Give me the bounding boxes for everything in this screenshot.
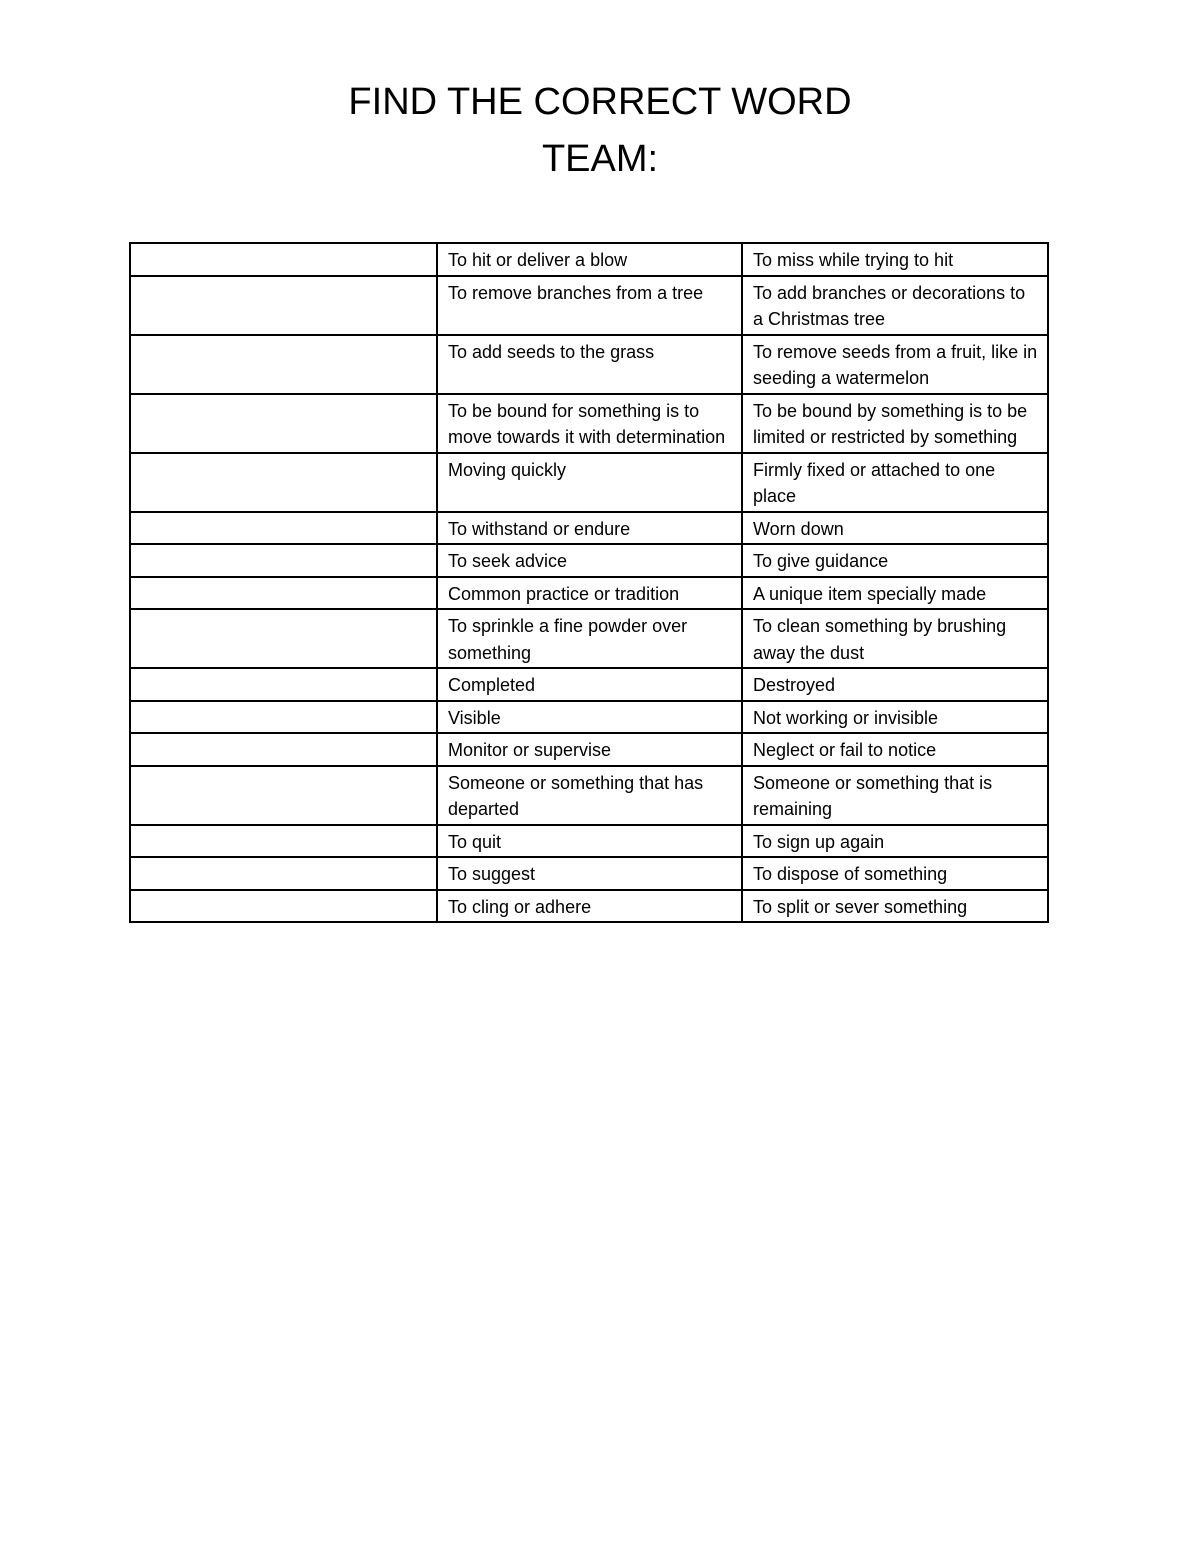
team-label: TEAM: [541,138,659,180]
answer-cell[interactable] [130,701,437,734]
table-row [130,276,1048,335]
definition-cell-1: Completed [437,668,742,701]
table-body [130,243,1048,922]
table-row [130,544,1048,577]
table-row [130,577,1048,610]
answer-cell[interactable] [130,733,437,766]
answer-cell[interactable] [130,544,437,577]
definition-cell-1: To sprinkle a fine powder over something [437,609,742,668]
definition-cell-2: To add branches or decorations to a Christmas tree [742,276,1048,335]
answer-cell[interactable] [130,394,437,453]
definition-cell-1: To add seeds to the grass [437,335,742,394]
definition-cell-2: To dispose of something [742,857,1048,890]
table-row [130,766,1048,825]
definition-cell-2: Someone or something that is remaining [742,766,1048,825]
definition-cell-1: To remove branches from a tree [437,276,742,335]
page-title: FIND THE CORRECT WORD [348,81,852,123]
definition-cell-1: To quit [437,825,742,858]
answer-cell[interactable] [130,243,437,276]
table-row [130,512,1048,545]
definition-cell-1: Common practice or tradition [437,577,742,610]
answer-cell[interactable] [130,825,437,858]
definition-cell-2: To clean something by brushing away the dust [742,609,1048,668]
table-row [130,335,1048,394]
definition-cell-1: Visible [437,701,742,734]
answer-cell[interactable] [130,766,437,825]
definition-cell-2: Firmly fixed or attached to one place [742,453,1048,512]
table-row [130,890,1048,923]
answer-cell[interactable] [130,577,437,610]
table-row [130,609,1048,668]
definition-cell-1: To cling or adhere [437,890,742,923]
definition-cell-2: A unique item specially made [742,577,1048,610]
definition-cell-1: To seek advice [437,544,742,577]
answer-cell[interactable] [130,609,437,668]
definition-cell-1: Someone or something that has departed [437,766,742,825]
definition-cell-1: Monitor or supervise [437,733,742,766]
table-row [130,701,1048,734]
answer-cell[interactable] [130,335,437,394]
definition-cell-2: To give guidance [742,544,1048,577]
definition-cell-2: To sign up again [742,825,1048,858]
definition-cell-2: To be bound by something is to be limited or restricted by something [742,394,1048,453]
definition-cell-2: To miss while trying to hit [742,243,1048,276]
table-row [130,825,1048,858]
definition-cell-2: To split or sever something [742,890,1048,923]
table-row [130,243,1048,276]
answer-cell[interactable] [130,857,437,890]
definition-cell-2: Destroyed [742,668,1048,701]
definition-cell-1: To be bound for something is to move towards it with determination [437,394,742,453]
answer-cell[interactable] [130,668,437,701]
definition-cell-2: To remove seeds from a fruit, like in seeding a watermelon [742,335,1048,394]
answer-cell[interactable] [130,512,437,545]
table-row [130,394,1048,453]
answer-cell[interactable] [130,453,437,512]
answer-cell[interactable] [130,890,437,923]
definition-cell-2: Worn down [742,512,1048,545]
table-row [130,453,1048,512]
definition-cell-1: To suggest [437,857,742,890]
table-row [130,857,1048,890]
word-definition-table [129,242,1049,923]
table-row [130,733,1048,766]
definition-cell-2: Neglect or fail to notice [742,733,1048,766]
definition-cell-2: Not working or invisible [742,701,1048,734]
definition-cell-1: Moving quickly [437,453,742,512]
answer-cell[interactable] [130,276,437,335]
definition-cell-1: To hit or deliver a blow [437,243,742,276]
table-row [130,668,1048,701]
definition-cell-1: To withstand or endure [437,512,742,545]
